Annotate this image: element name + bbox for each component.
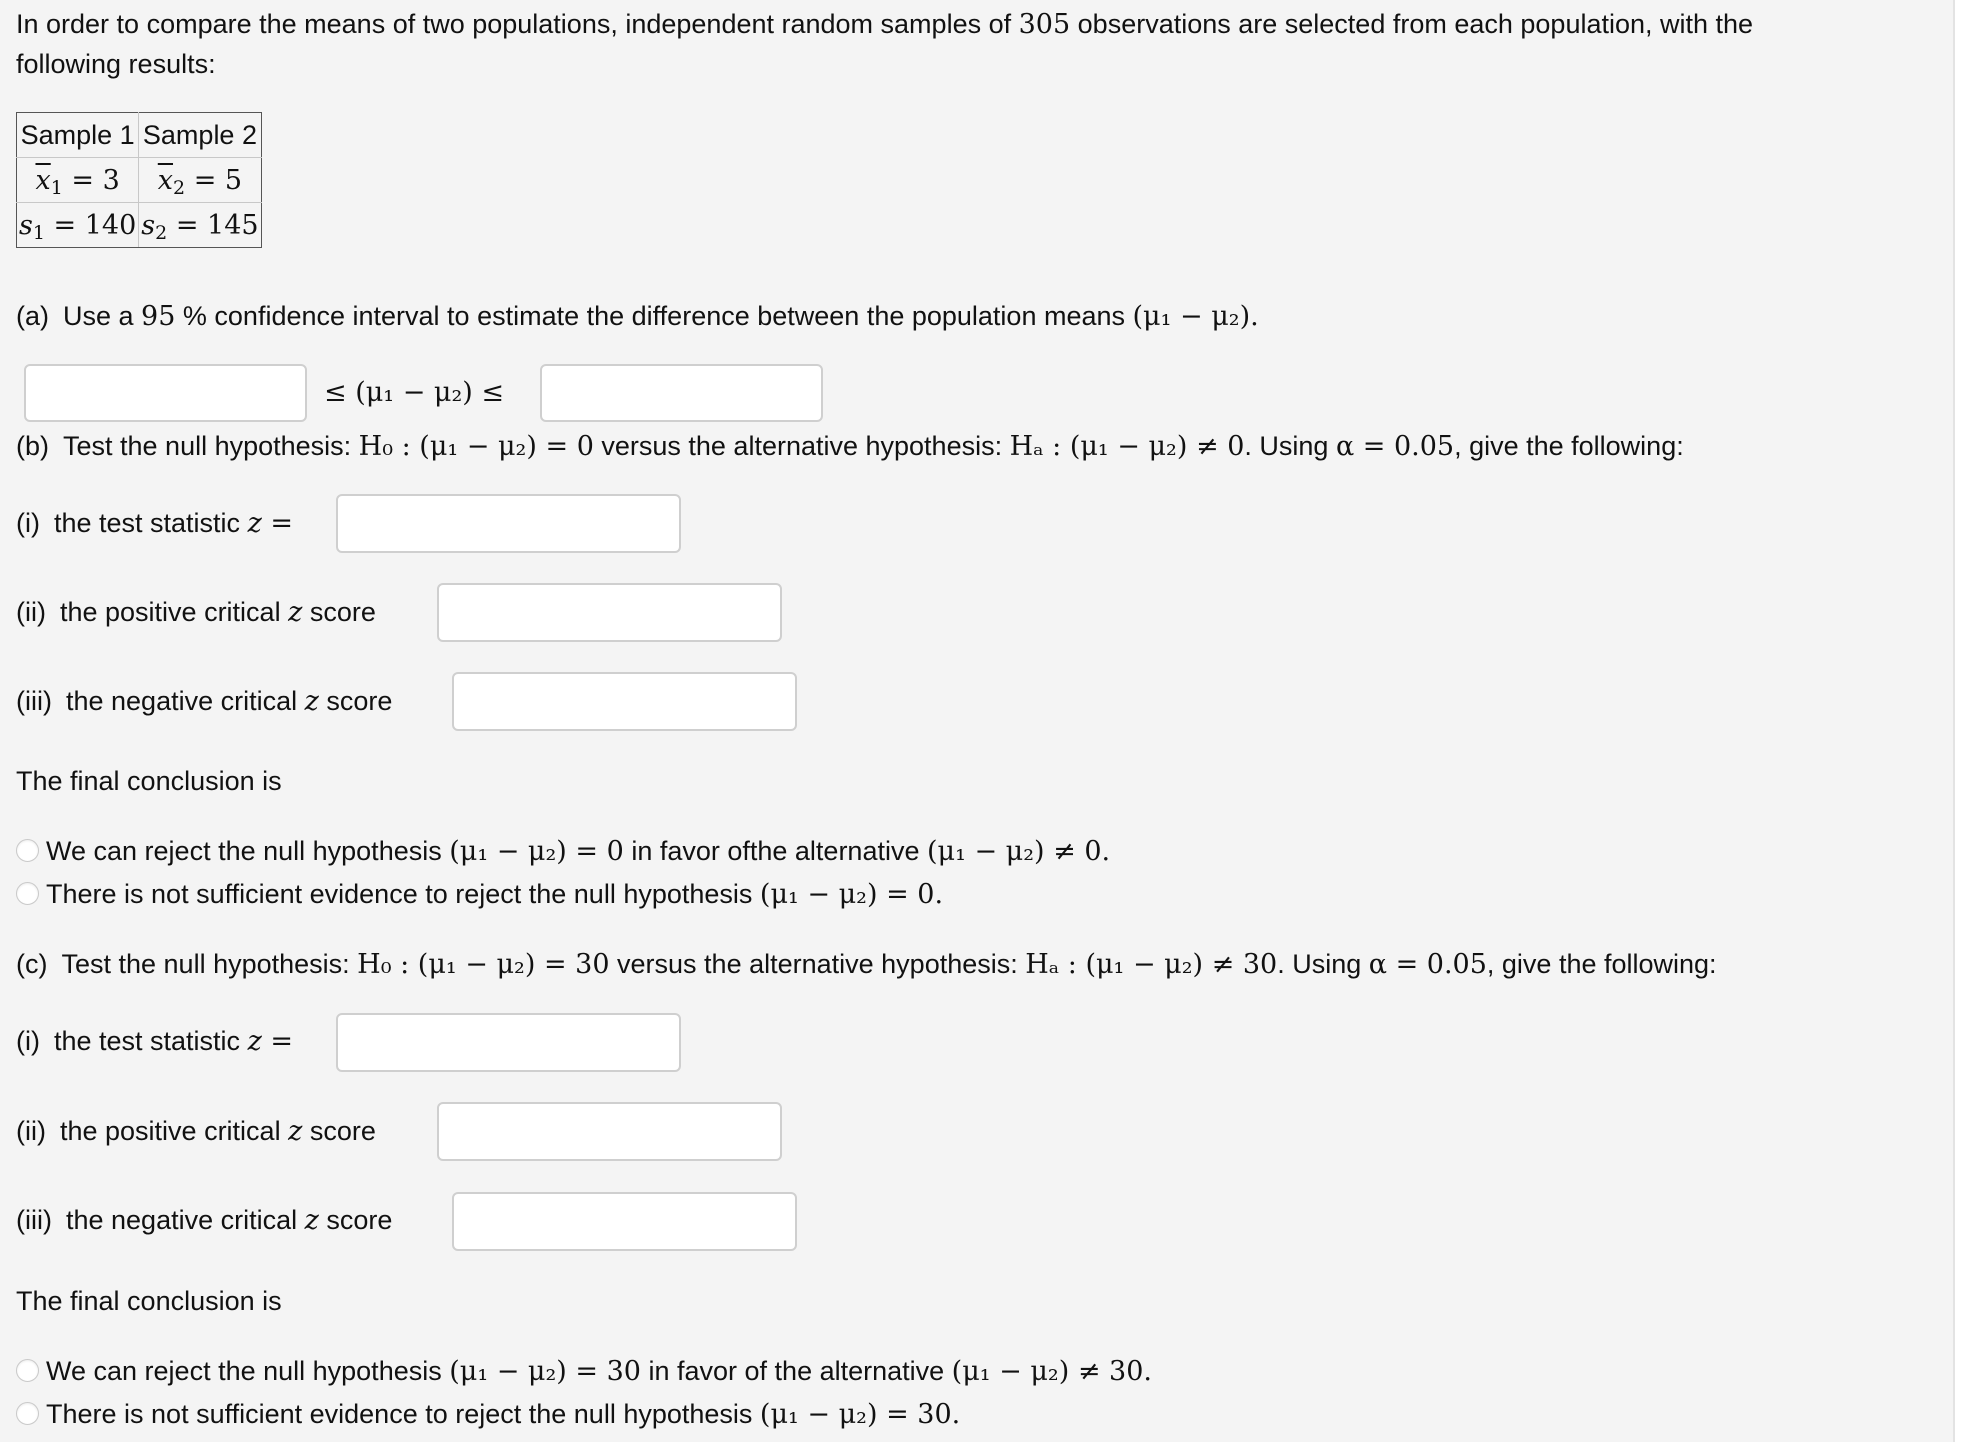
- intro-line-1: [16, 4, 1753, 45]
- b-iii-label: [16, 681, 392, 722]
- sd-sample-2: $s_2 = 145$: [139, 203, 261, 248]
- b-positive-critical-input[interactable]: [437, 583, 782, 642]
- item-number: (ii): [16, 1116, 46, 1146]
- c-conclusion-heading: The final conclusion is: [16, 1286, 282, 1316]
- part-c-label: (c): [16, 949, 48, 979]
- mean-symbol: $\overline{x}$: [35, 164, 51, 196]
- table-row-means: [17, 158, 262, 203]
- ci-middle-expression: ≤ (μ₁ − μ₂) ≤: [324, 377, 505, 408]
- alt-hypothesis: Hₐ : (μ₁ − μ₂) ≠ 0: [1009, 431, 1245, 462]
- sd-sample-1: $s_1 = 140$: [17, 203, 139, 248]
- part-a-text-2: % confidence interval to estimate the difference between the population means: [175, 301, 1133, 331]
- b-conclusion-heading: The final conclusion is: [16, 766, 282, 796]
- sample-size: 305: [1018, 9, 1071, 40]
- c-test-statistic-input[interactable]: [336, 1013, 681, 1072]
- item-number: (iii): [16, 686, 52, 716]
- intro-line-2: following results:: [16, 49, 216, 79]
- option-text: We can reject the null hypothesis: [46, 836, 450, 866]
- b-negative-critical-input[interactable]: [452, 672, 797, 731]
- table-header-row: [17, 113, 262, 158]
- sd-symbol: s: [141, 209, 156, 241]
- mean-symbol: $\overline{x}$: [157, 164, 174, 196]
- sd-value: 145: [207, 209, 259, 241]
- item-number: (iii): [16, 1205, 52, 1235]
- item-number: (ii): [16, 597, 46, 627]
- mean-sample-1: $\overline{x}_1 = 3$: [17, 158, 139, 203]
- option-math: (μ₁ − μ₂) = 30: [449, 1356, 641, 1387]
- part-a-expression: (μ₁ − μ₂).: [1132, 301, 1259, 332]
- part-b-text: Test the null hypothesis:: [63, 431, 359, 461]
- item-suffix: score: [318, 1205, 393, 1235]
- b-reject-option-label[interactable]: [46, 831, 1110, 872]
- item-text: the positive critical: [59, 1116, 289, 1146]
- sd-value: 140: [84, 209, 137, 241]
- z-variable: z: [288, 597, 303, 628]
- part-c-text-2: versus the alternative hypothesis:: [609, 949, 1026, 979]
- b-test-statistic-input[interactable]: [336, 494, 681, 553]
- b-fail-to-reject-option-label[interactable]: [46, 874, 943, 915]
- table-row-sd: [17, 203, 262, 248]
- subscript: 1: [32, 221, 45, 244]
- part-a-text: Use a: [63, 301, 142, 331]
- c-fail-to-reject-option-label[interactable]: [46, 1394, 960, 1435]
- c-reject-radio[interactable]: [16, 1359, 39, 1382]
- option-math-2: (μ₁ − μ₂) ≠ 0.: [926, 836, 1111, 867]
- ci-upper-input[interactable]: [540, 364, 823, 422]
- part-c-text: Test the null hypothesis:: [61, 949, 358, 979]
- b-reject-radio[interactable]: [16, 839, 39, 862]
- option-text: There is not sufficient evidence to reject the null hypothesis: [46, 1399, 760, 1429]
- c-fail-to-reject-radio[interactable]: [16, 1402, 39, 1425]
- alpha-value: α = 0.05: [1335, 431, 1455, 462]
- mean-value: 3: [102, 164, 120, 196]
- null-hypothesis: H₀ : (μ₁ − μ₂) = 0: [358, 431, 594, 462]
- subscript: 1: [50, 176, 63, 199]
- option-text: We can reject the null hypothesis: [46, 1356, 450, 1386]
- z-variable: z: [304, 686, 319, 717]
- z-variable: z =: [247, 508, 293, 539]
- confidence-level: 95: [141, 301, 176, 332]
- c-negative-critical-input[interactable]: [452, 1192, 797, 1251]
- part-b-text-2: versus the alternative hypothesis:: [593, 431, 1010, 461]
- item-text: the negative critical: [65, 1205, 305, 1235]
- option-math: (μ₁ − μ₂) = 0: [449, 836, 624, 867]
- subscript: 2: [155, 221, 168, 244]
- option-math: (μ₁ − μ₂) = 30.: [759, 1399, 961, 1430]
- subscript: 2: [173, 176, 186, 199]
- part-b-label: (b): [16, 431, 49, 461]
- option-math-2: (μ₁ − μ₂) ≠ 30.: [951, 1356, 1152, 1387]
- intro-text: In order to compare the means of two populations, independent random samples of: [16, 9, 1019, 39]
- part-c-text-3: . Using: [1277, 949, 1369, 979]
- alt-hypothesis: Hₐ : (μ₁ − μ₂) ≠ 30: [1025, 949, 1278, 980]
- alpha-value: α = 0.05: [1368, 949, 1487, 980]
- part-b-text-4: , give the following:: [1454, 431, 1684, 461]
- item-suffix: score: [302, 1116, 376, 1146]
- c-ii-label: [16, 1111, 376, 1152]
- intro-text-end: observations are selected from each population, with the: [1070, 9, 1754, 39]
- sample-table: [16, 112, 262, 248]
- part-c-prompt: [16, 944, 1717, 985]
- part-b-text-3: . Using: [1244, 431, 1336, 461]
- part-a-label: (a): [16, 301, 49, 331]
- b-ii-label: [16, 592, 376, 633]
- item-text: the positive critical: [59, 597, 289, 627]
- b-i-label: [16, 503, 293, 544]
- part-b-prompt: [16, 426, 1684, 467]
- option-text: There is not sufficient evidence to reject the null hypothesis: [46, 879, 760, 909]
- item-suffix: score: [302, 597, 376, 627]
- header-sample-2: Sample 2: [139, 113, 261, 158]
- item-number: (i): [16, 1026, 40, 1056]
- ci-lower-input[interactable]: [24, 364, 307, 422]
- header-sample-1: Sample 1: [17, 113, 139, 158]
- sd-symbol: s: [19, 209, 33, 241]
- c-i-label: [16, 1021, 293, 1062]
- z-variable: z =: [247, 1026, 293, 1057]
- part-c-text-4: , give the following:: [1486, 949, 1717, 979]
- option-text-2: in favor ofthe alternative: [623, 836, 927, 866]
- mean-value: 5: [224, 164, 243, 196]
- c-iii-label: [16, 1200, 392, 1241]
- z-variable: z: [304, 1205, 319, 1236]
- part-a-prompt: [16, 296, 1259, 337]
- c-positive-critical-input[interactable]: [437, 1102, 782, 1161]
- b-fail-to-reject-radio[interactable]: [16, 882, 39, 905]
- item-text: the test statistic: [53, 508, 248, 538]
- item-text: the test statistic: [53, 1026, 248, 1056]
- option-math: (μ₁ − μ₂) = 0.: [759, 879, 944, 910]
- item-suffix: score: [318, 686, 393, 716]
- c-reject-option-label[interactable]: [46, 1351, 1152, 1392]
- item-number: (i): [16, 508, 40, 538]
- z-variable: z: [288, 1116, 303, 1147]
- option-text-2: in favor of the alternative: [640, 1356, 952, 1386]
- mean-sample-2: $\overline{x}_2 = 5$: [139, 158, 261, 203]
- item-text: the negative critical: [65, 686, 305, 716]
- null-hypothesis: H₀ : (μ₁ − μ₂) = 30: [357, 949, 610, 980]
